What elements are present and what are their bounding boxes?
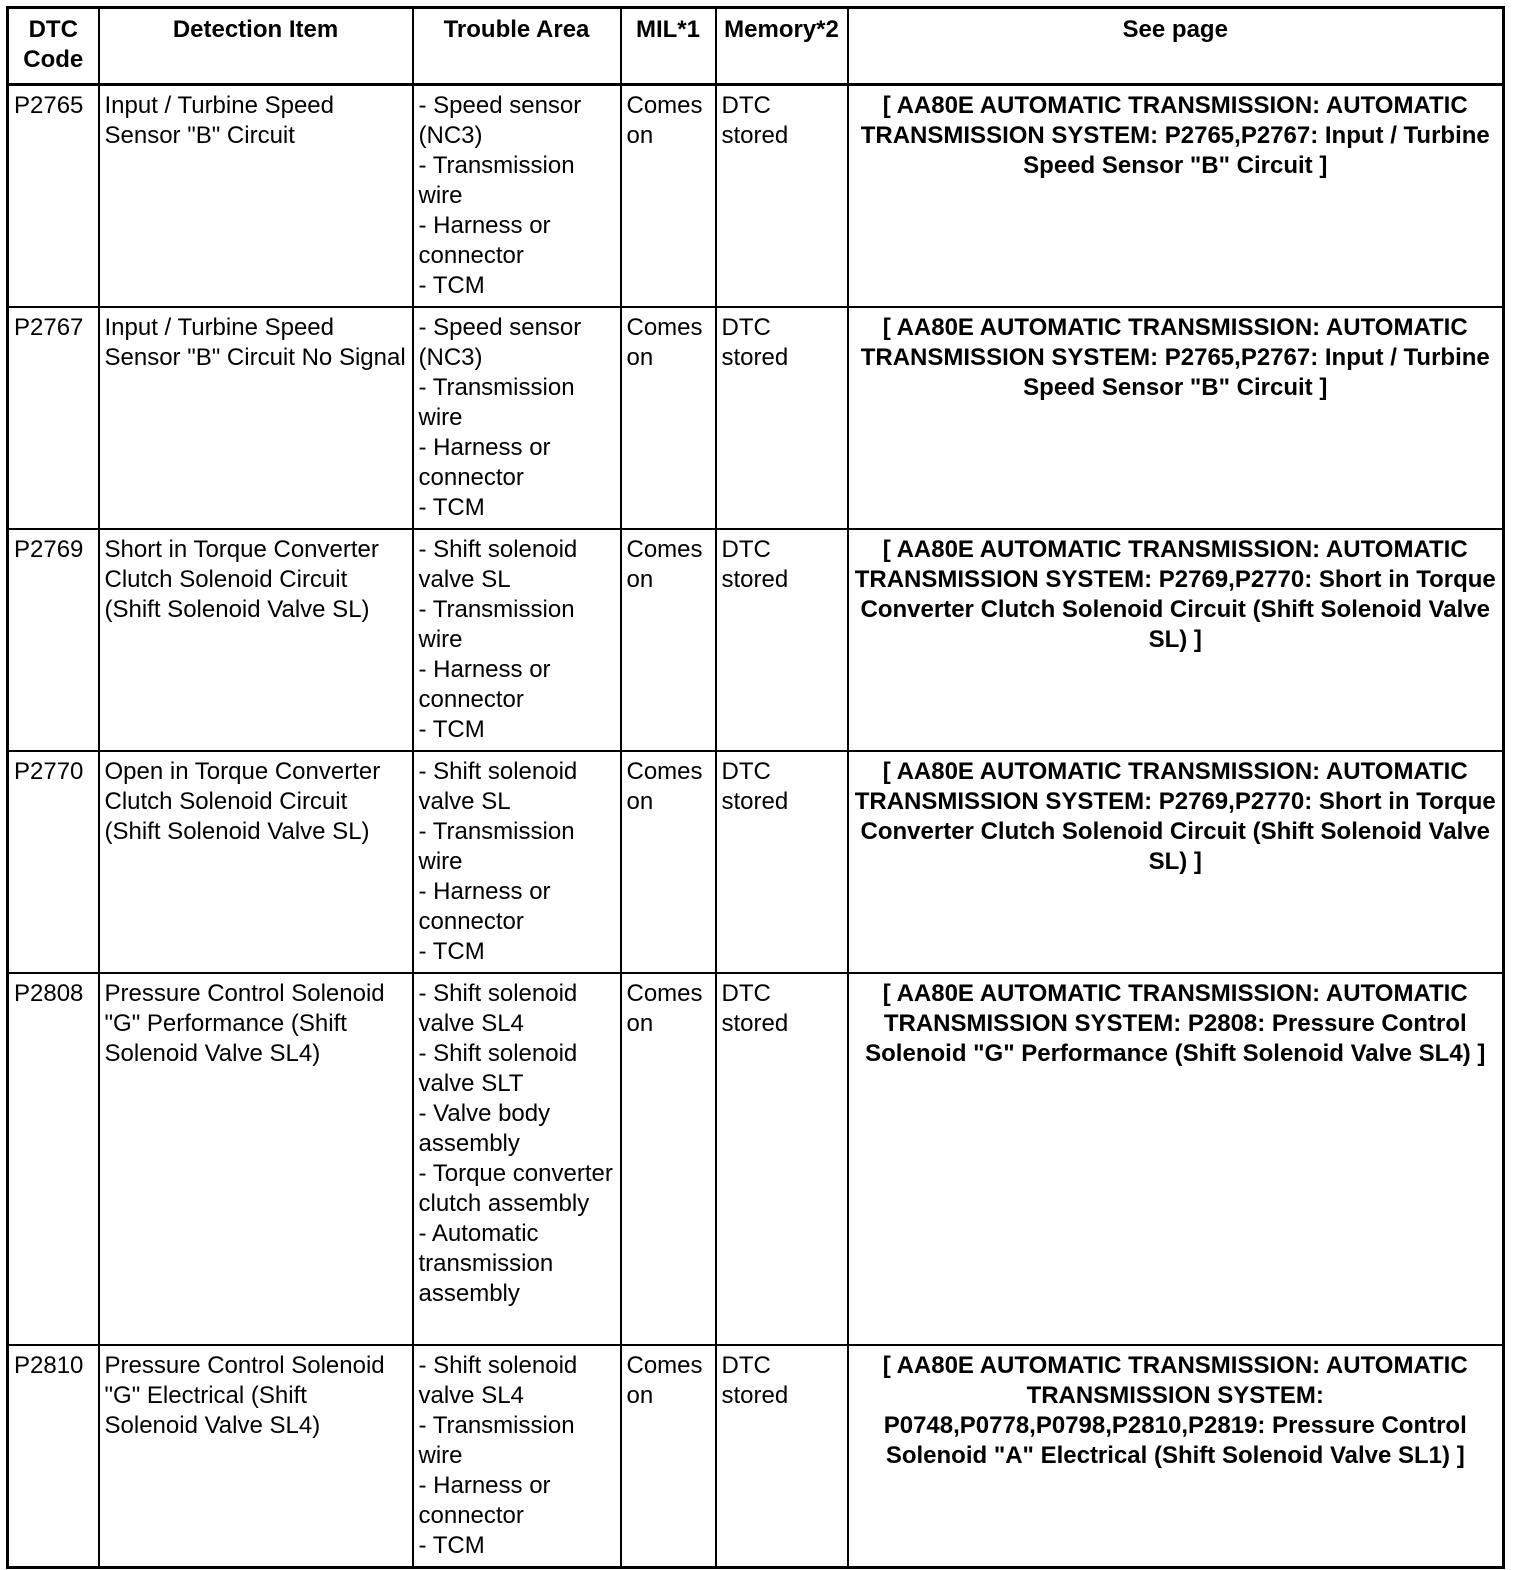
- trouble-area-item: - Harness or connector: [418, 434, 551, 491]
- trouble-area-item: - Harness or connector: [418, 656, 551, 713]
- trouble-area: [413, 1345, 621, 1568]
- dtc-code: P2769: [8, 529, 99, 751]
- mil-status: Comes on: [621, 85, 716, 308]
- table-row: [8, 751, 1504, 973]
- detection-item: Input / Turbine Speed Sensor "B" Circuit: [99, 85, 413, 308]
- trouble-area-item: - Transmission wire: [418, 374, 575, 431]
- header-dtc-code-line1: DTC: [28, 16, 78, 43]
- dtc-code: P2765: [8, 85, 99, 308]
- trouble-area: [413, 307, 621, 529]
- mil-status: Comes on: [621, 307, 716, 529]
- dtc-code: P2767: [8, 307, 99, 529]
- trouble-area-item: - Shift solenoid valve SL: [418, 758, 578, 815]
- header-detection-item: Detection Item: [99, 8, 413, 85]
- see-page-link[interactable]: [ AA80E AUTOMATIC TRANSMISSION: AUTOMATIC TRANSMISSION SYSTEM: P2765,P2767: Input / Turbine Speed Sensor "B" Circuit ]: [848, 307, 1504, 529]
- detection-item: Open in Torque Converter Clutch Solenoid Circuit (Shift Solenoid Valve SL): [99, 751, 413, 973]
- header-row: [8, 8, 1504, 85]
- trouble-area: [413, 751, 621, 973]
- trouble-area-item: - Harness or connector: [418, 878, 551, 935]
- trouble-area-item: - TCM: [418, 938, 485, 965]
- trouble-area: [413, 529, 621, 751]
- dtc-table: [6, 6, 1505, 1569]
- memory-status: DTC stored: [716, 751, 848, 973]
- memory-status: DTC stored: [716, 85, 848, 308]
- see-page-link[interactable]: [ AA80E AUTOMATIC TRANSMISSION: AUTOMATIC TRANSMISSION SYSTEM: P2769,P2770: Short in Torque Converter Clutch Solenoid Circuit (Shift Solenoid Valve SL) ]: [848, 751, 1504, 973]
- trouble-area-item: - Speed sensor (NC3): [418, 92, 582, 149]
- see-page-link[interactable]: [ AA80E AUTOMATIC TRANSMISSION: AUTOMATIC TRANSMISSION SYSTEM: P2765,P2767: Input / Turbine Speed Sensor "B" Circuit ]: [848, 85, 1504, 308]
- trouble-area-item: - TCM: [418, 494, 485, 521]
- trouble-area-item: - Shift solenoid valve SL: [418, 536, 578, 593]
- table-row: [8, 307, 1504, 529]
- dtc-code: P2808: [8, 973, 99, 1345]
- mil-status: Comes on: [621, 973, 716, 1345]
- trouble-area-item: - Torque converter clutch assembly: [418, 1160, 613, 1217]
- header-dtc-code-line2: Code: [23, 46, 84, 73]
- trouble-area-item: - Harness or connector: [418, 1472, 551, 1529]
- header-see-page: See page: [848, 8, 1504, 85]
- trouble-area: [413, 85, 621, 308]
- mil-status: Comes on: [621, 1345, 716, 1568]
- table-row: [8, 85, 1504, 308]
- trouble-area-item: - Transmission wire: [418, 818, 575, 875]
- detection-item: Pressure Control Solenoid "G" Performance (Shift Solenoid Valve SL4): [99, 973, 413, 1345]
- trouble-area-item: - Shift solenoid valve SLT: [418, 1040, 578, 1097]
- header-dtc-code: [8, 8, 99, 85]
- dtc-code: P2770: [8, 751, 99, 973]
- trouble-area-item: - TCM: [418, 272, 485, 299]
- trouble-area-item: - Speed sensor (NC3): [418, 314, 582, 371]
- mil-status: Comes on: [621, 529, 716, 751]
- trouble-area-item: - Transmission wire: [418, 1412, 575, 1469]
- trouble-area-item: - Transmission wire: [418, 596, 575, 653]
- trouble-area-item: - Valve body assembly: [418, 1100, 551, 1157]
- see-page-link[interactable]: [ AA80E AUTOMATIC TRANSMISSION: AUTOMATIC TRANSMISSION SYSTEM: P0748,P0778,P0798,P2810,P2819: Pressure Control Solenoid "A" Electrical (Shift Solenoid Valve SL1) ]: [848, 1345, 1504, 1568]
- memory-status: DTC stored: [716, 307, 848, 529]
- trouble-area: [413, 973, 621, 1345]
- trouble-area-item: - Transmission wire: [418, 152, 575, 209]
- trouble-area-item: - Automatic transmission assembly: [418, 1220, 554, 1307]
- memory-status: DTC stored: [716, 973, 848, 1345]
- table-row: [8, 973, 1504, 1345]
- trouble-area-item: - Harness or connector: [418, 212, 551, 269]
- detection-item: Pressure Control Solenoid "G" Electrical (Shift Solenoid Valve SL4): [99, 1345, 413, 1568]
- header-memory: Memory*2: [716, 8, 848, 85]
- see-page-link[interactable]: [ AA80E AUTOMATIC TRANSMISSION: AUTOMATIC TRANSMISSION SYSTEM: P2769,P2770: Short in Torque Converter Clutch Solenoid Circuit (Shift Solenoid Valve SL) ]: [848, 529, 1504, 751]
- trouble-area-item: - TCM: [418, 1532, 485, 1559]
- mil-status: Comes on: [621, 751, 716, 973]
- header-trouble-area: Trouble Area: [413, 8, 621, 85]
- detection-item: Input / Turbine Speed Sensor "B" Circuit No Signal: [99, 307, 413, 529]
- trouble-area-item: - Shift solenoid valve SL4: [418, 1352, 578, 1409]
- table-row: [8, 529, 1504, 751]
- memory-status: DTC stored: [716, 529, 848, 751]
- table-row: [8, 1345, 1504, 1568]
- trouble-area-item: - Shift solenoid valve SL4: [418, 980, 578, 1037]
- detection-item: Short in Torque Converter Clutch Solenoid Circuit (Shift Solenoid Valve SL): [99, 529, 413, 751]
- memory-status: DTC stored: [716, 1345, 848, 1568]
- see-page-link[interactable]: [ AA80E AUTOMATIC TRANSMISSION: AUTOMATIC TRANSMISSION SYSTEM: P2808: Pressure Control Solenoid "G" Performance (Shift Solenoid Valve SL4) ]: [848, 973, 1504, 1345]
- trouble-area-item: - TCM: [418, 716, 485, 743]
- dtc-code: P2810: [8, 1345, 99, 1568]
- header-mil: MIL*1: [621, 8, 716, 85]
